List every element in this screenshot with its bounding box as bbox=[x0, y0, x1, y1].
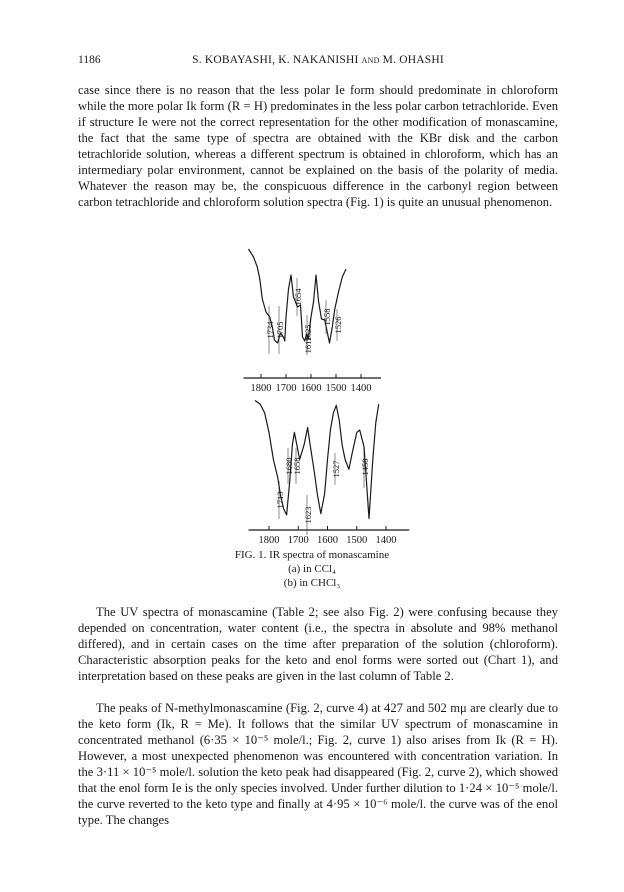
peak-label: 1713 bbox=[275, 491, 285, 509]
ir-spectrum-chcl3 bbox=[249, 401, 410, 547]
body-paragraph-1: case since there is no reason that the less polar Ie form should predominate in chloroform while the more polar Ik form (R = H) predominates in the less polar carbon tetrachloride. Even if structure Ie were not the correct representation for the other modification of monascamine, the fact that the same type of spectra are obtained with the KBr disk and the carbon tetrachloride solution, whereas a different spectrum is obtained in chloroform, which has an intermediary polar environment, cannot be explained on the basis of the polarity of media. Whatever the reason may be, the conspicuous difference in the carbonyl region between carbon tetrachloride and chloroform solution spectra (Fig. 1) is quite an unusual phenomenon. bbox=[78, 83, 558, 209]
peak-label: 1458 bbox=[360, 458, 370, 476]
x-tick-label: 1600 bbox=[317, 535, 338, 546]
x-tick-label: 1700 bbox=[287, 535, 309, 546]
x-tick-label: 1800 bbox=[250, 383, 272, 394]
x-tick-label: 1500 bbox=[325, 383, 347, 394]
figure-caption-a: (a) in CCl₄ bbox=[288, 563, 336, 575]
peak-label: 1623 bbox=[303, 506, 313, 524]
x-tick-label: 1700 bbox=[275, 383, 297, 394]
peak-label: 1680 bbox=[284, 457, 294, 475]
peak-label: 1558 bbox=[322, 308, 332, 326]
peak-label: 1734 bbox=[265, 321, 275, 339]
x-tick-label: 1500 bbox=[346, 535, 368, 546]
x-tick-label: 1800 bbox=[258, 535, 280, 546]
body-paragraph-3: The peaks of N-methylmonascamine (Fig. 2, curve 4) at 427 and 502 mμ are clearly due to the keto form (Ik, R = Me). It follows that the similar UV spectrum of monascamine in concentrated methanol (6·35 × 10⁻⁵ mole/l.; Fig. 2, curve 1) also arises from Ik (R = H). However, a most unexpected phenomenon was encountered with concentration variation. In the 3·11 × 10⁻⁵ mole/l. solution the keto peak had disappeared (Fig. 2, curve 2), which showed that the enol form Ie is the only species involved. Under further dilution to 1·24 × 10⁻⁵ mole/l. the curve reverted to the keto type and finally at 4·95 × 10⁻⁶ mole/l. the curve was of the enol type. The changes bbox=[78, 701, 558, 827]
figure-caption-title: FIG. 1. IR spectra of monascamine bbox=[234, 549, 390, 561]
peak-label: 1611 bbox=[303, 336, 313, 354]
running-header-authors: S. KOBAYASHI, K. NAKANISHI and M. OHASHI bbox=[192, 54, 444, 66]
x-tick-label: 1400 bbox=[350, 383, 372, 394]
page-number: 1186 bbox=[78, 54, 101, 66]
figure-caption-b: (b) in CHCl₃ bbox=[283, 577, 341, 589]
x-tick-label: 1600 bbox=[300, 383, 322, 394]
peak-label: 1705 bbox=[275, 321, 285, 339]
ir-spectrum-ccl4 bbox=[244, 249, 382, 394]
peak-label: 1527 bbox=[331, 460, 341, 478]
peak-label: 1654 bbox=[293, 288, 303, 306]
x-tick-label: 1400 bbox=[375, 535, 397, 546]
body-paragraph-2: The UV spectra of monascamine (Table 2; see also Fig. 2) were confusing because they depended on concentration, water content (i.e., the spectra in absolute and 98% methanol differed), and in certain cases on the time after preparation of the solution (chloroform). Characteristic absorption peaks for the keto and enol forms were sorted out (Chart 1), and interpretation based on these peaks are given in the last column of Table 2. bbox=[78, 605, 558, 683]
peak-label: 1526 bbox=[333, 316, 343, 334]
peak-label: 1658 bbox=[292, 457, 302, 475]
peak-label: 1625 bbox=[303, 324, 313, 342]
